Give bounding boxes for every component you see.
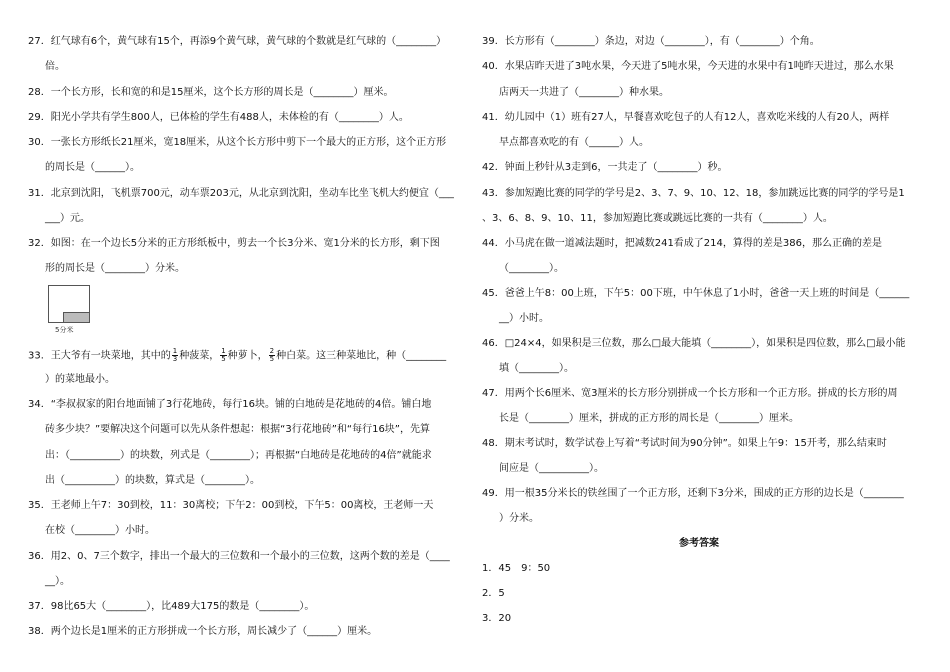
question-42: 42．钟面上秒针从3走到6，一共走了（________）秒。 [482,162,728,173]
q33-text-a: 33．王大爷有一块菜地，其中的 [28,350,171,362]
figure-side-label: 5分米 [55,326,74,334]
fraction-one-fifth [220,348,226,363]
fraction-one-third [172,348,178,363]
question-41-line-2: 早点都喜欢吃的有（______）人。 [499,137,649,148]
question-34-line-2: 砖多少块？”要解决这个问题可以先从条件想起：根据“3行花地砖”和“每行16块”，先算 [45,424,430,435]
fraction-two-fifths [269,348,275,363]
question-46-line-1: 46．□24×4，如果积是三位数，那么□最大能填（________），如果积是四位数，那么□最小能 [482,338,906,349]
question-45-line-1: 45．爸爸上午8：00上班，下午5：00下班，中午休息了1小时，爸爸一天上班的时间是（______ [482,288,910,299]
question-31-line-2: ___）元。 [45,213,90,224]
answer-key-title: 参考答案 [679,538,719,549]
question-45-line-2: __）小时。 [499,313,549,324]
cut-rectangle-shape [63,312,89,322]
fraction-numerator: 2 [269,347,275,355]
question-27-line-1: 27．红气球有6个，黄气球有15个，再添9个黄气球，黄气球的个数就是红气球的（________） [28,36,447,47]
question-35-line-1: 35．王老师上午7：30到校，11：30离校；下午2：00到校，下午5：00离校，王老师一天 [28,500,434,511]
question-33-line-2: ）的菜地最小。 [45,374,115,385]
question-36-line-1: 36．用2、0、7三个数字，排出一个最大的三位数和一个最小的三位数，这两个数的差是（____ [28,551,450,562]
question-35-line-2: 在校（________）小时。 [45,525,155,536]
question-37: 37．98比65大（________），比489大175的数是（________）。 [28,601,315,612]
question-47-line-2: 长是（________）厘米，拼成的正方形的周长是（________）厘米。 [499,413,799,424]
question-34-line-4: 出（__________）的块数，算式是（________）。 [45,475,260,486]
fraction-denominator: 5 [269,355,275,363]
question-31-line-1: 31．北京到沈阳，飞机票700元，动车票203元，从北京到沈阳，坐动车比坐飞机大约便宜（___ [28,188,454,199]
fraction-denominator: 5 [221,355,226,363]
question-33-line-1 [28,348,446,364]
question-47-line-1: 47．用两个长6厘米、宽3厘米的长方形分别拼成一个长方形和一个正方形。拼成的长方形的周 [482,388,898,399]
fraction-numerator: 1 [172,347,178,355]
answer-2: 2．5 [482,588,505,599]
question-49-line-2: ）分米。 [499,513,539,524]
fraction-numerator: 1 [221,347,226,355]
question-43-line-2: 、3、6、8、9、10、11，参加短跑比赛或跳远比赛的一共有（________）人。 [482,213,833,224]
question-30-line-1: 30．一张长方形纸长21厘米，宽18厘米，从这个长方形中剪下一个最大的正方形，这个正方形 [28,137,447,148]
question-36-line-2: __）。 [45,576,70,587]
question-39: 39．长方形有（________）条边，对边（________），有（________）个角。 [482,36,820,47]
question-43-line-1: 43．参加短跑比赛的同学的学号是2、3、7、9、10、12、18，参加跳远比赛的同学的学号是1 [482,188,905,199]
question-48-line-1: 48．期末考试时，数学试卷上写着“考试时间为90分钟”。如果上午9：15开考，那么结束时 [482,438,887,449]
question-41-line-1: 41．幼儿园中（1）班有27人，早餐喜欢吃包子的人有12人，喜欢吃米线的人有20人，两样 [482,112,890,123]
answer-3: 3．20 [482,613,512,624]
question-29: 29．阳光小学共有学生800人，已体检的学生有488人，未体检的有（________）人。 [28,112,409,123]
question-27-line-2: 倍。 [45,61,65,72]
question-44-line-1: 44．小马虎在做一道减法题时，把减数241看成了214，算得的差是386，那么正确的差是 [482,238,882,249]
fraction-denominator: 3 [172,355,178,363]
question-49-line-1: 49．用一根35分米长的铁丝围了一个正方形，还剩下3分米，围成的正方形的边长是（________ [482,488,904,499]
q33-text-b: 种菠菜， [179,350,220,362]
question-34-line-3: 出：（__________）的块数，列式是（________）；再根据“白地砖是花地砖的4倍”就能求 [45,450,432,461]
question-48-line-2: 间应是（__________）。 [499,463,604,474]
q33-text-d: 种白菜。这三种菜地比，种（________ [276,350,447,362]
question-28: 28．一个长方形，长和宽的和是15厘米，这个长方形的周长是（________）厘米。 [28,87,394,98]
question-30-line-2: 的周长是（______）。 [45,162,140,173]
question-34-line-1: 34．“李叔叔家的阳台地面铺了3行花地砖，每行16块。铺的白地砖是花地砖的4倍。铺白地 [28,399,432,410]
square-cardboard-shape [48,285,90,323]
question-40-line-2: 店两天一共进了（________）种水果。 [499,87,669,98]
q33-text-c: 种萝卜， [227,350,268,362]
question-44-line-2: （________）。 [499,263,564,274]
question-46-line-2: 填（________）。 [499,363,574,374]
answer-1: 1．45 9：50 [482,563,551,574]
question-40-line-1: 40．水果店昨天进了3吨水果，今天进了5吨水果，今天进的水果中有1吨昨天进过，那么水果 [482,61,894,72]
question-32-line-2: 形的周长是（________）分米。 [45,263,185,274]
question-38: 38．两个边长是1厘米的正方形拼成一个长方形，周长减少了（______）厘米。 [28,626,378,637]
question-32-line-1: 32．如图：在一个边长5分米的正方形纸板中，剪去一个长3分米、宽1分米的长方形，剩下图 [28,238,440,249]
